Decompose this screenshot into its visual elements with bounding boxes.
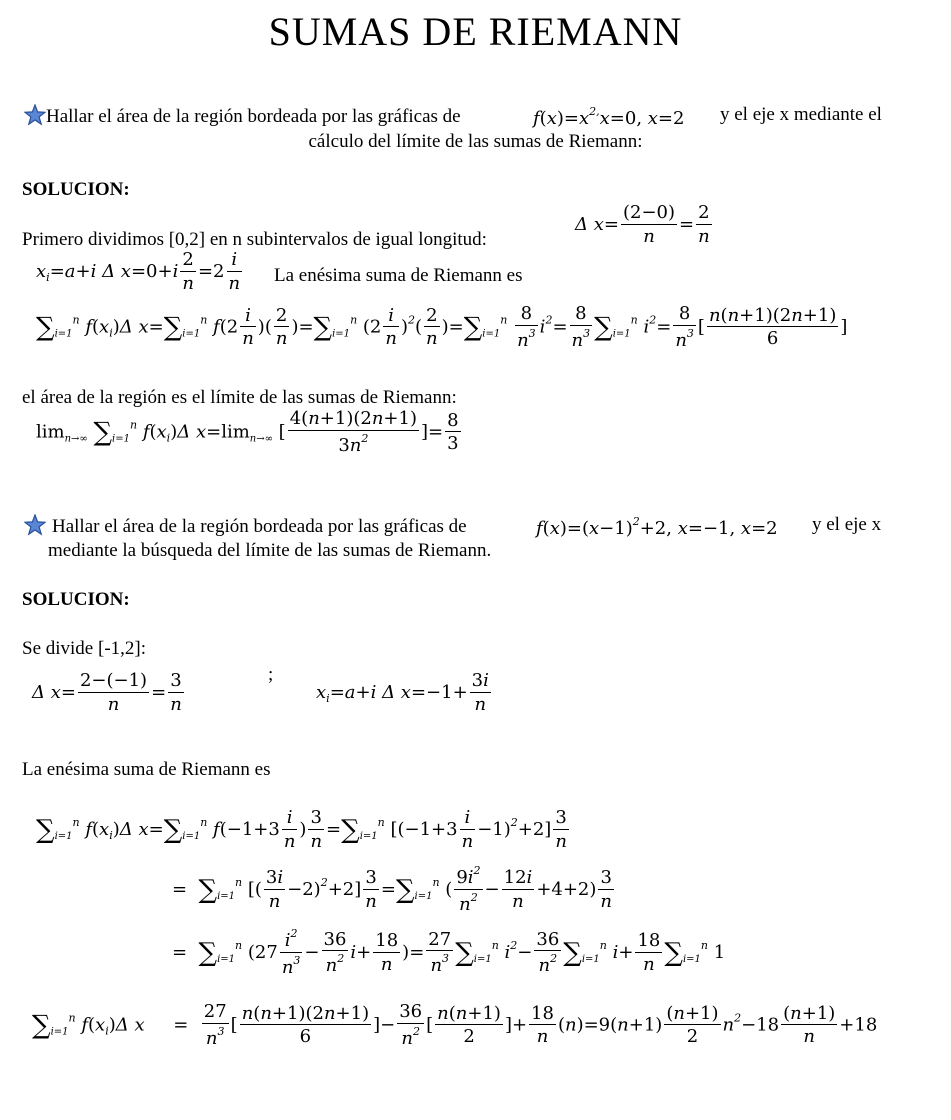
problem-2-text: Hallar el área de la región bordeada por las gráficas de <box>52 516 467 537</box>
xi-formula-1: $x_i=a+i$ Δ x=0+i $\frac{2}{n}$ =2 $\frac{i}{n}$ <box>36 249 241 294</box>
divide-text: Se divide [-1,2]: <box>22 638 147 659</box>
step-2-text: La enésima suma de Riemann es <box>274 265 523 286</box>
problem-2-statement <box>24 514 467 538</box>
solucion-2-label: SOLUCION: <box>22 589 130 610</box>
riemann-sum-2-result: $\sum_{i=1}^n$ $f(x_i)\Delta$ x = $\frac{27}{n^3}$ [ $\frac{n(n+1)(2n+1)}{6}$ ]− $\frac{36}{n^2}$ [ $\frac{n(n+1)}{2}$ ]+ $\frac{18}{n}$ (n)=9(n+1) $\frac{(n+1)}{2}$ $n^2-18$ $\frac{(n+1)}{n}$ +18 <box>32 1001 878 1049</box>
separator: ; <box>268 664 274 685</box>
problem-1-function: $f(x)=x^{2,}x=0$, x=2 <box>533 105 685 129</box>
riemann-sum-2-line-1: $\sum_{i=1}^n$ $f(x_i)\Delta$ $x=\sum_{i=1}^n$ f(−1+3 $\frac{i}{n}$ ) $\frac{3}{n}$ $=\sum_{i=1}^n$ [(−1+3 $\frac{i}{n}$ −1)$^2$+2] $\frac{3}{n}$ <box>36 807 567 852</box>
problem-1-line2: cálculo del límite de las sumas de Riemann: <box>308 131 643 152</box>
problem-1-statement <box>24 104 461 128</box>
riemann-sum-2-line-3: = $\sum_{i=1}^n$ (27 $\frac{i^2}{n^3}$ − $\frac{36}{n^2}$ i+ $\frac{18}{n}$ )= $\frac{27}{n^3}$ $\sum_{i=1}^n$ $i^2-$ $\frac{36}{n^2}$ $\sum_{i=1}^n$ i+ $\frac{18}{n}$ $\sum_{i=1}^n$ 1 <box>172 927 726 978</box>
xi-formula-2: $x_i=a+i$ Δ x=−1+ $\frac{3i}{n}$ <box>316 670 489 715</box>
problem-1-text: Hallar el área de la región bordeada por las gráficas de <box>46 106 461 127</box>
star-icon <box>24 104 46 126</box>
area-text: el área de la región es el límite de las sumas de Riemann: <box>22 387 457 408</box>
problem-2-function: $f(x)=(x-1)^2+2$, x=−1, x=2 <box>536 515 778 539</box>
problem-2-line2: mediante la búsqueda del límite de las sumas de Riemann. <box>48 540 492 561</box>
step-1-text: Primero dividimos [0,2] en n subintervalos de igual longitud: <box>22 229 487 250</box>
delta-x-formula-2: Δ x= $\frac{2-(-1)}{n}$ = $\frac{3}{n}$ <box>32 670 182 715</box>
star-icon <box>24 514 46 536</box>
sum-text: La enésima suma de Riemann es <box>22 759 271 780</box>
problem-2-tail: y el eje x <box>812 514 882 535</box>
riemann-sum-2-line-2: = $\sum_{i=1}^n$ [( $\frac{3i}{n}$ −2)$^2$+2] $\frac{3}{n}$ $=\sum_{i=1}^n$ ( $\frac{9i^2}{n^2}$ − $\frac{12i}{n}$ +4+2) $\frac{3}{n}$ <box>172 864 612 915</box>
solucion-1-label: SOLUCION: <box>22 179 130 200</box>
problem-1-tail: y el eje x mediante el <box>720 104 882 125</box>
limit-formula-1: $\lim_{n\to\infty} \sum_{i=1}^n$ $f(x_i)\Delta$ $x=\lim_{n\to\infty}$ [ $\frac{4(n+1)(2n+1)}{3n^2}$ ]= $\frac{8}{3}$ <box>36 408 459 456</box>
delta-x-formula-1: Δ x= $\frac{(2-0)}{n}$ = $\frac{2}{n}$ <box>575 202 710 247</box>
riemann-sum-1: $\sum_{i=1}^n$ $f(x_i)\Delta$ $x=\sum_{i=1}^n$ f(2 $\frac{i}{n}$ )( $\frac{2}{n}$ )$=\sum_{i=1}^n$ (2 $\frac{i}{n}$ )$^2$( $\frac{2}{n}$ )$=\sum_{i=1}^n$ $\frac{8}{n^3}$ $i^2=$ $\frac{8}{n^3}$ $\sum_{i=1}^n$ $i^2=$ $\frac{8}{n^3}$ [ $\frac{n(n+1)(2n+1)}{6}$ ] <box>36 303 848 351</box>
page-title: SUMAS DE RIEMANN <box>268 9 683 54</box>
